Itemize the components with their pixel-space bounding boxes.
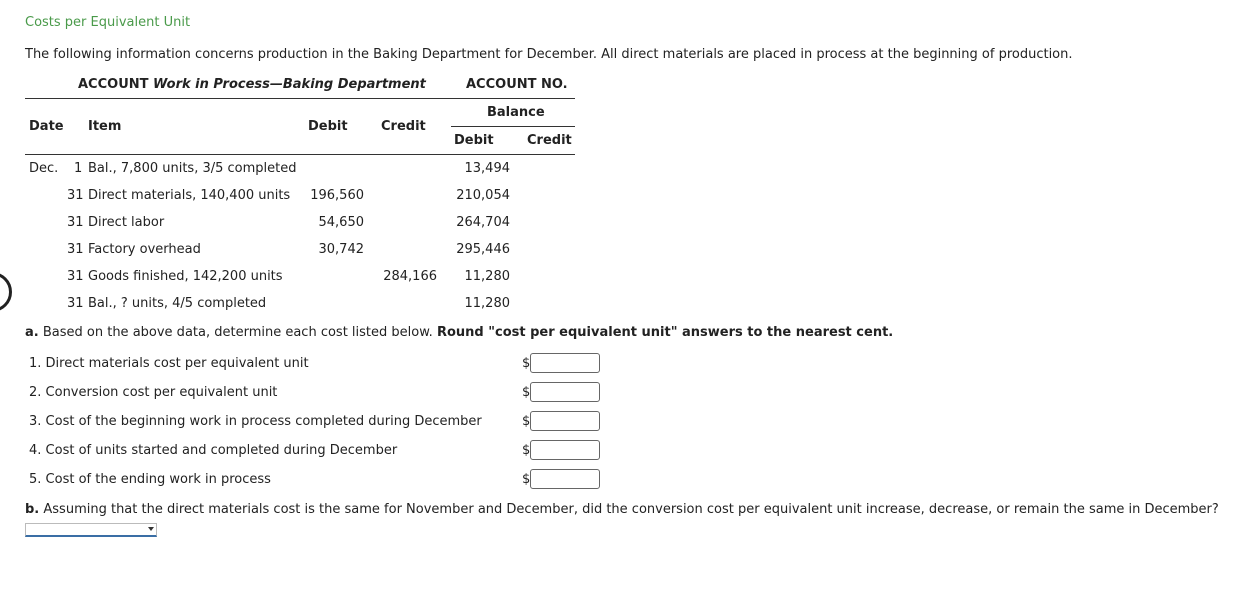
- ledger-row-item: Direct materials, 140,400 units: [88, 188, 291, 203]
- part-a-prefix: a.: [25, 325, 39, 340]
- ledger-row-debit: 196,560: [310, 188, 364, 203]
- ledger-row-balance: 210,054: [456, 188, 510, 203]
- ledger-row-day: 31: [67, 296, 84, 311]
- ledger-row-balance: 11,280: [464, 296, 510, 311]
- part-b-question: [25, 502, 1219, 517]
- currency-symbol: $: [522, 443, 531, 458]
- part-b-prefix: b.: [25, 502, 40, 517]
- ledger-row-item: Bal., ? units, 4/5 completed: [88, 296, 267, 311]
- question-4-label: 4. Cost of units started and completed during December: [29, 443, 398, 458]
- ledger-row-day: 31: [67, 269, 84, 284]
- ledger-row-balance: 13,494: [464, 161, 510, 176]
- part-b-text: Assuming that the direct materials cost is the same for November and December, did the conversion cost per equivalent unit increase, decrease, or remain the same in December?: [43, 502, 1219, 517]
- ledger-row-day: 31: [67, 242, 84, 257]
- account-title: [78, 77, 426, 92]
- question-1-label: 1. Direct materials cost per equivalent unit: [29, 356, 309, 371]
- ledger-row-day: 1: [74, 161, 83, 176]
- account-name: Work in Process—Baking Department: [153, 77, 426, 92]
- currency-symbol: $: [522, 414, 531, 429]
- currency-symbol: $: [522, 385, 531, 400]
- intro-text: The following information concerns production in the Baking Department for December. All direct materials are placed in process at the beginning of production.: [25, 47, 1073, 62]
- part-a-rounding-note: Round "cost per equivalent unit" answers to the nearest cent.: [436, 325, 894, 340]
- col-item: Item: [88, 119, 122, 134]
- col-balance-credit: Credit: [527, 133, 572, 148]
- currency-symbol: $: [522, 472, 531, 487]
- ledger-header-rule: [25, 154, 575, 155]
- part-b-answer-dropdown[interactable]: [25, 523, 157, 537]
- col-debit: Debit: [308, 119, 348, 134]
- question-5-input[interactable]: [530, 469, 600, 489]
- account-number-label: ACCOUNT NO.: [466, 77, 568, 92]
- question-1-input[interactable]: [530, 353, 600, 373]
- ledger-row-day: 31: [67, 215, 84, 230]
- ledger-row-balance: 264,704: [456, 215, 510, 230]
- question-2-input[interactable]: [530, 382, 600, 402]
- ledger-row-balance: 295,446: [456, 242, 510, 257]
- chevron-down-icon: [148, 527, 154, 531]
- account-label: ACCOUNT: [78, 77, 149, 92]
- part-a-instructions: [25, 325, 893, 340]
- col-balance: Balance: [487, 105, 545, 120]
- ledger-month: Dec.: [29, 161, 59, 176]
- question-3-label: 3. Cost of the beginning work in process completed during December: [29, 414, 482, 429]
- col-credit: Credit: [381, 119, 426, 134]
- ledger-top-rule: [25, 98, 575, 99]
- ledger-row-debit: 30,742: [318, 242, 364, 257]
- floating-circle-handle[interactable]: [0, 272, 12, 312]
- ledger-row-credit: 284,166: [383, 269, 437, 284]
- ledger-row-day: 31: [67, 188, 84, 203]
- part-a-text: Based on the above data, determine each cost listed below.: [42, 325, 433, 340]
- balance-rule: [451, 126, 575, 127]
- ledger-row-item: Factory overhead: [88, 242, 201, 257]
- page-title: Costs per Equivalent Unit: [25, 15, 191, 30]
- ledger-row-item: Bal., 7,800 units, 3/5 completed: [88, 161, 297, 176]
- ledger-row-debit: 54,650: [318, 215, 364, 230]
- col-balance-debit: Debit: [454, 133, 494, 148]
- currency-symbol: $: [522, 356, 531, 371]
- question-4-input[interactable]: [530, 440, 600, 460]
- ledger-row-item: Goods finished, 142,200 units: [88, 269, 283, 284]
- col-date: Date: [29, 119, 64, 134]
- question-3-input[interactable]: [530, 411, 600, 431]
- question-5-label: 5. Cost of the ending work in process: [29, 472, 271, 487]
- ledger-row-balance: 11,280: [464, 269, 510, 284]
- ledger-row-item: Direct labor: [88, 215, 165, 230]
- question-2-label: 2. Conversion cost per equivalent unit: [29, 385, 278, 400]
